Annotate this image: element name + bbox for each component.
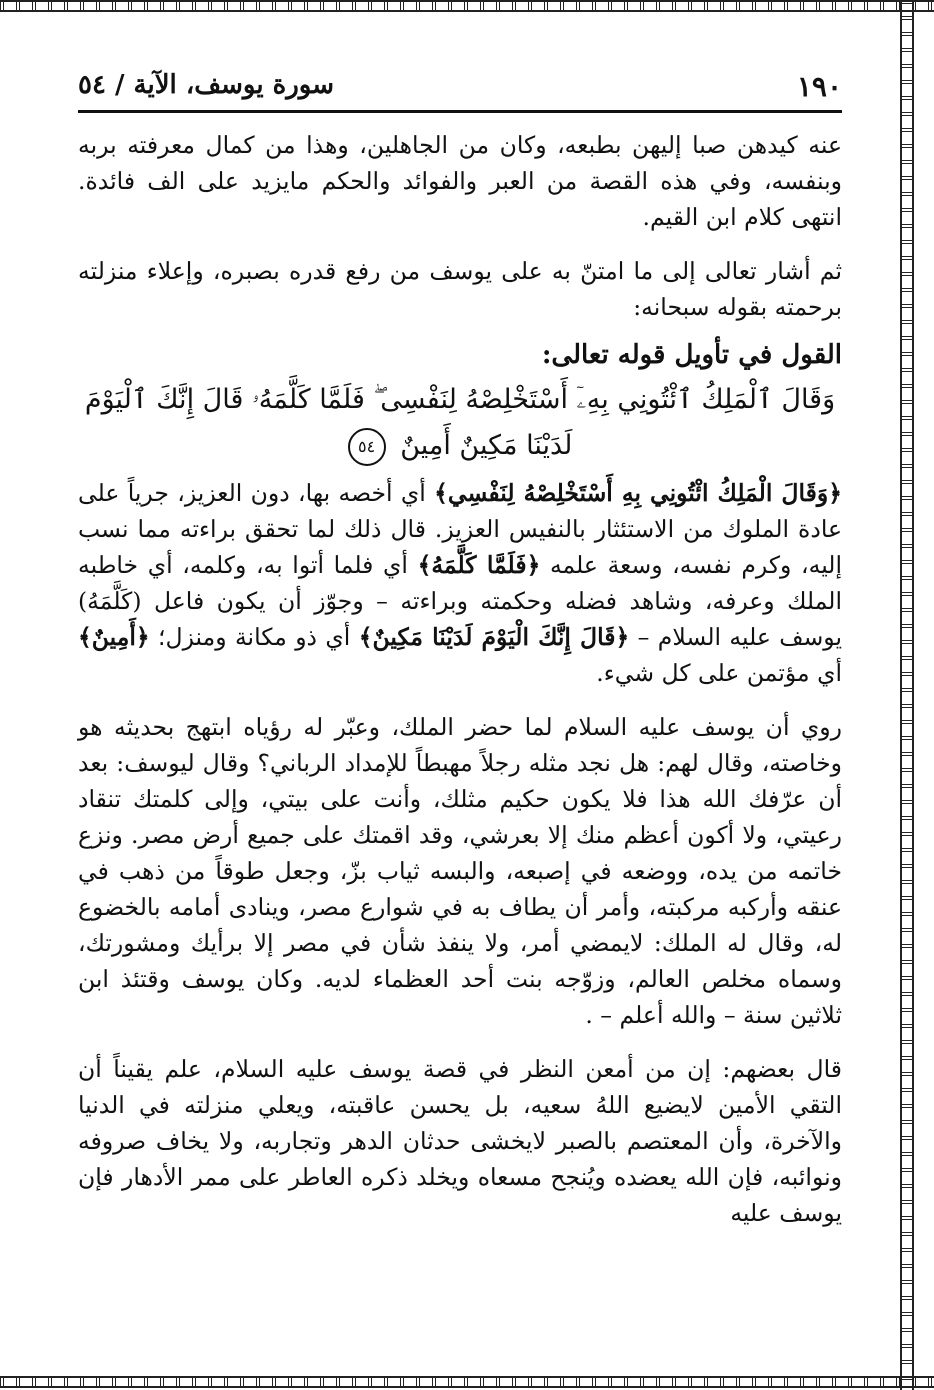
quote-3: ﴿قَالَ إِنَّكَ الْيَوْمَ لَدَيْنَا مَكِينٌ﴾ <box>358 623 630 651</box>
page-header <box>78 58 842 113</box>
section-heading: القول في تأويل قوله تعالى: <box>541 340 842 370</box>
page-number: ١٩٠ <box>796 70 842 103</box>
running-title: سورة يوسف، الآية / ٥٤ <box>78 70 335 100</box>
paragraph-1: عنه كيدهن صبا إليهن بطبعه، وكان من الجاهلين، وهذا من كمال معرفته بربه وبنفسه، وفي هذه القصة من العبر والفوائد والحكم مايزيد على الف فائدة. انتهى كلام ابن القيم. <box>78 131 842 231</box>
book-page <box>78 58 842 1231</box>
quote-1: ﴿وَقَالَ الْمَلِكُ ائْتُونِي بِهِ أَسْتَخْلِصْهُ لِنَفْسِي﴾ <box>434 479 842 507</box>
commentary-3: أي ذو مكانة ومنزل؛ <box>149 623 359 651</box>
commentary-2: أي فلما أتوا به، وكلمه، أي خاطبه الملك وعرفه، وشاهد فضله وحكمته وبراءته – وجوّز أن يكون فاعل (كَلَّمَهُ) يوسف عليه السلام – <box>78 551 842 651</box>
page-border-right <box>900 0 914 1390</box>
verse-text: وَقَالَ ٱلْمَلِكُ ٱئْتُونِي بِهِۦٓ أَسْتَخْلِصْهُ لِنَفْسِى ۖ فَلَمَّا كَلَّمَهُۥ قَالَ إِنَّكَ ٱلْيَوْمَ لَدَيْنَا مَكِينٌ أَمِينٌ <box>84 384 836 461</box>
page-border-bottom <box>0 1376 934 1388</box>
paragraph-4: روي أن يوسف عليه السلام لما حضر الملك، وعبّر له رؤياه ابتهج بحديثه هو وخاصته، وقال لهم: هل نجد مثله رجلاً مهبطاً للإمداد الرباني؟ وقال ليوسف: بعد أن عرّفك الله هذا فلا يكون حكيم مثلك، وأنت على بيتي، وإلى كلمتك تنقاد رعيتي، ولا أكون أعظم منك إلا بعرشي، وقد اقمتك على جميع أرض مصر. ونزع خاتمه من يده، ووضعه في إصبعه، والبسه ثياب بزّ، وجعل طوقاً من ذهب في عنقه وأركبه مركبته، وأمر أن يطاف به في شوارع مصر، وينادى أمامه بالخضوع له، وقال له الملك: لايمضي أمر، ولا ينفذ شأن في مصر إلا برأيك ومشورتك، وسماه مخلص العالم، وزوّجه بنت أحد العظماء لديه. وكان يوسف وقتئذ ابن ثلاثين سنة – والله أعلم – . <box>78 713 842 1029</box>
paragraph-3 <box>78 475 842 691</box>
paragraph-5: قال بعضهم: إن من أمعن النظر في قصة يوسف عليه السلام، علم يقيناً أن التقي الأمين لايضيع اللهُ سعيه، بل يحسن عاقبته، ويعلي منزلته في الدنيا والآخرة، وأن المعتصم بالصبر لايخشى حدثان الدهر وتجاربه، ولا يخاف صروفه ونوائبه، فإن الله يعضده ويُنجح مسعاه ويخلد ذكره العاطر على ممر الأدهار فإن يوسف عليه <box>78 1055 842 1227</box>
verse-number-ornament: ٥٤ <box>348 428 386 466</box>
page-border-top <box>0 0 934 12</box>
commentary-4: أي مؤتمن على كل شيء. <box>596 659 842 687</box>
quran-verse <box>78 377 842 469</box>
quote-2: ﴿فَلَمَّا كَلَّمَهُ﴾ <box>417 551 541 579</box>
quote-4: ﴿أَمِينٌ﴾ <box>78 623 150 651</box>
commentary-1: أي أخصه بها، دون العزيز، جرياً على عادة الملوك من الاستئثار بالنفيس العزيز. قال ذلك لما تحقق براءته مما نسب إليه، وكرم نفسه، وسعة علمه <box>78 479 842 579</box>
paragraph-2: ثم أشار تعالى إلى ما امتنّ به على يوسف من رفع قدره بصبره، وإعلاء منزلته برحمته بقوله سبحانه: <box>78 257 842 321</box>
